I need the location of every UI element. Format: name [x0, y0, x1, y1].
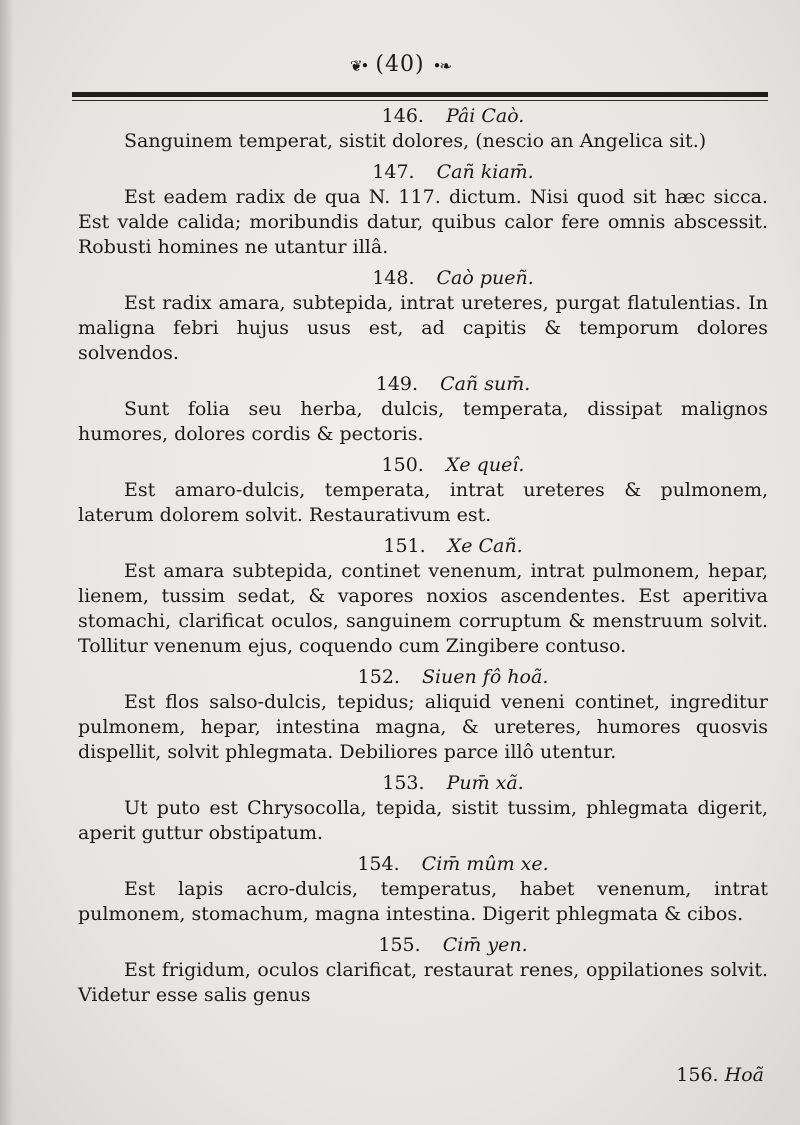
- page-gutter-shadow: [0, 0, 14, 1125]
- entry-heading: [78, 933, 768, 958]
- page-number: (40): [375, 52, 425, 77]
- entry-number: 152.: [357, 666, 400, 688]
- entry-147: [78, 160, 768, 260]
- entry-154: [78, 852, 768, 927]
- entry-name: Cim̄ yen.: [442, 934, 528, 956]
- entry-number: 154.: [357, 853, 400, 875]
- entry-name: Xe queî.: [445, 454, 525, 476]
- entry-155: [78, 933, 768, 1008]
- entry-heading: [78, 104, 768, 129]
- header-rule: [72, 92, 768, 97]
- entry-number: 153.: [382, 772, 425, 794]
- entry-name: Siuen fô hoã.: [421, 666, 549, 688]
- entry-152: [78, 665, 768, 765]
- entry-number: 150.: [381, 454, 424, 476]
- entry-149: [78, 372, 768, 447]
- entry-text: Est radix amara, subtepida, intrat ureteres, purgat flatulentias. In maligna febri hujus usus est, ad capitis & temporum dolores solvendos.: [78, 292, 768, 364]
- page-content: [78, 104, 768, 1014]
- entry-text: Est frigidum, oculos clarificat, restaurat renes, oppilationes solvit. Videtur esse salis genus: [78, 959, 768, 1006]
- entry-text: Sunt folia seu herba, dulcis, temperata, dissipat malignos humores, dolores cordis & pectoris.: [78, 398, 768, 445]
- entry-name: Caò pueñ.: [436, 267, 534, 289]
- entry-number: 146.: [381, 105, 424, 127]
- entry-text: Est amara subtepida, continet venenum, intrat pulmonem, hepar, lienem, tussim sedat, & vapores noxios ascendentes. Est aperitiva stomachi, clarificat oculos, sanguinem corruptum & menstruum solvit. Tollitur venenum ejus, coquendo cum Zingibere contuso.: [78, 560, 768, 657]
- ornament-left-icon: ❦•: [349, 57, 368, 75]
- entry-150: [78, 453, 768, 528]
- entry-heading: [78, 266, 768, 291]
- entry-text: Ut puto est Chrysocolla, tepida, sistit tussim, phlegmata digerit, aperit guttur obstipatum.: [78, 797, 768, 844]
- catchword: [676, 1064, 764, 1086]
- entry-146: [78, 104, 768, 154]
- entry-text: Sanguinem temperat, sistit dolores, (nescio an Angelica sit.): [124, 130, 707, 152]
- entry-name: Cañ kiam̄.: [436, 161, 534, 183]
- entry-heading: [78, 453, 768, 478]
- entry-name: Xe Cañ.: [447, 535, 523, 557]
- entry-number: 149.: [375, 373, 419, 395]
- entry-heading: [78, 771, 768, 796]
- ornament-right-icon: •❧: [432, 57, 450, 75]
- entry-number: 148.: [372, 267, 415, 289]
- entry-number: 147.: [372, 161, 415, 183]
- catchword-number: 156.: [676, 1064, 719, 1086]
- entry-heading: [78, 534, 768, 559]
- entry-number: 151.: [383, 535, 426, 557]
- entry-name: Pâi Caò.: [445, 105, 525, 127]
- entry-heading: [78, 665, 768, 690]
- entry-name: Cañ sum̄.: [440, 373, 531, 395]
- entry-153: [78, 771, 768, 846]
- entry-heading: [78, 852, 768, 877]
- entry-148: [78, 266, 768, 366]
- catchword-name: Hoã: [724, 1064, 764, 1086]
- entry-heading: [78, 160, 768, 185]
- entry-name: Cim̄ mûm xe.: [421, 853, 549, 875]
- page-header: [0, 52, 800, 77]
- entry-heading: [78, 372, 768, 397]
- entry-text: Est eadem radix de qua N. 117. dictum. Nisi quod sit hæc sicca. Est valde calida; moribundis datur, quibus calor fere omnis abscessit. Robusti homines ne utantur illâ.: [78, 186, 768, 258]
- entry-text: Est lapis acro-dulcis, temperatus, habet venenum, intrat pulmonem, stomachum, magna intestina. Digerit phlegmata & cibos.: [78, 878, 768, 925]
- entry-name: Pum̄ xã.: [446, 772, 524, 794]
- entry-number: 155.: [378, 934, 421, 956]
- entry-text: Est flos salso-dulcis, tepidus; aliquid veneni continet, ingreditur pulmonem, hepar, intestina magna, & ureteres, humores quosvis dispellit, solvit phlegmata. Debiliores parce illô utentur.: [78, 691, 768, 763]
- entry-text: Est amaro-dulcis, temperata, intrat ureteres & pulmonem, laterum dolorem solvit. Restaurativum est.: [78, 479, 768, 526]
- entry-151: [78, 534, 768, 659]
